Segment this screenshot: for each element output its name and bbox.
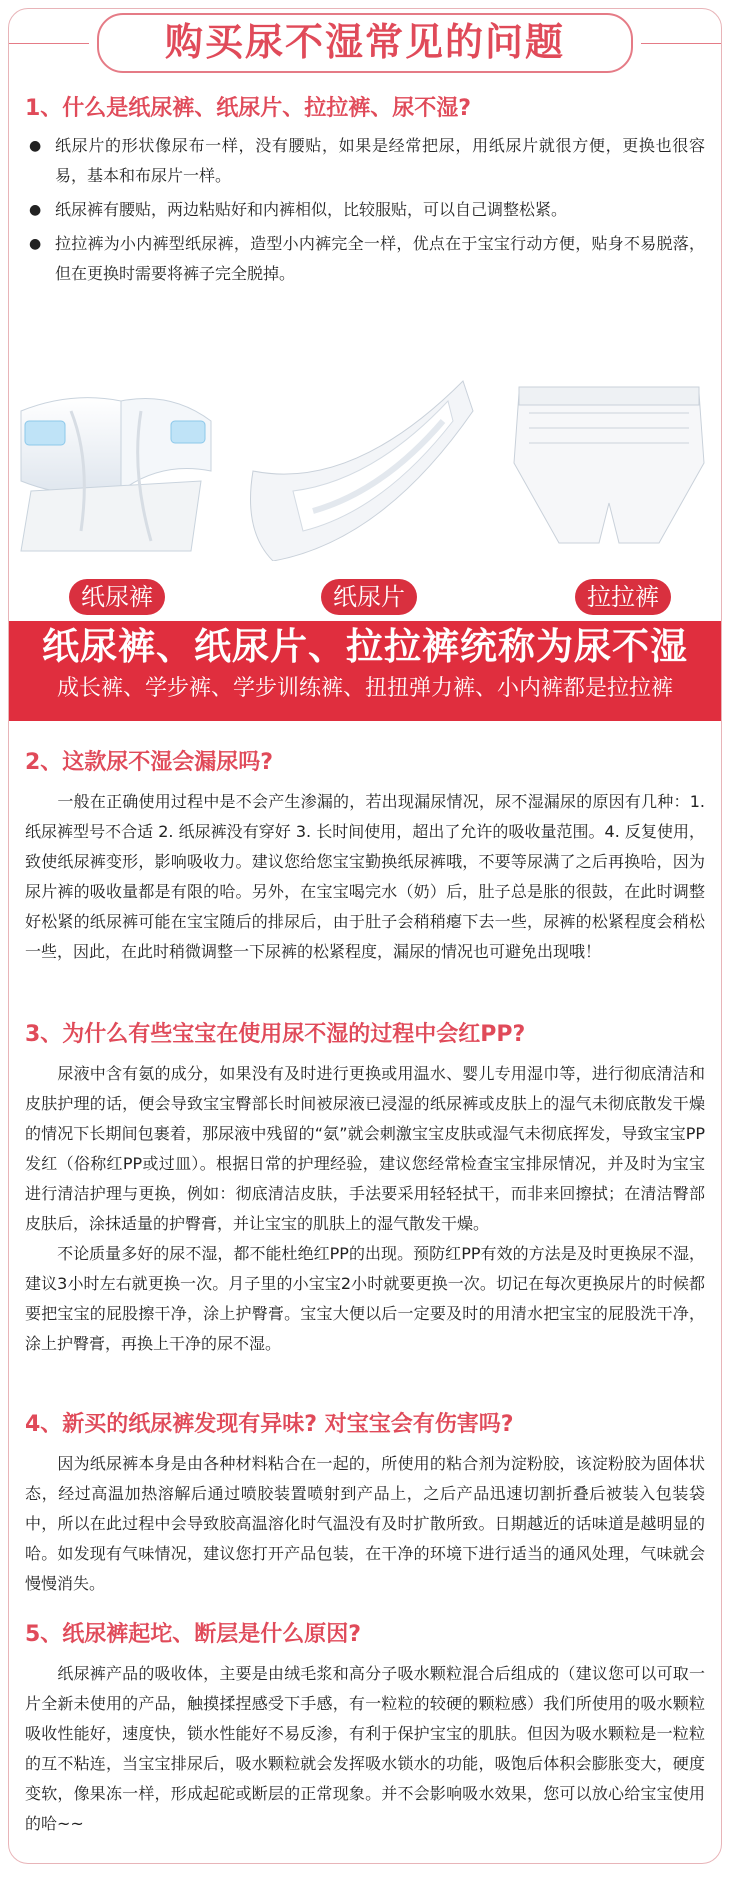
q2-body: 一般在正确使用过程中是不会产生渗漏的，若出现漏尿情况，尿不湿漏尿的原因有几种：1. 纸尿裤型号不合适 2. 纸尿裤没有穿好 3. 长时间使用，超出了允许的吸收量范围。4. 反复使用，致使纸尿裤变形，影响吸收力。建议您给您宝宝勤换纸尿裤哦，不要等尿满了之后再换哈，因为尿片裤的吸收量都是有限的哈。另外，在宝宝喝完水（奶）后，肚子总是胀的很鼓，在此时调整好松紧的纸尿裤可能在宝宝随后的排尿后，由于肚子会稍稍瘪下去一些，尿裤的松紧程度会稍松一些，因此，在此时稍微调整一下尿裤的松紧程度，漏尿的情况也可避免出现哦！	[25, 792, 705, 961]
diaper-pad-illustration	[233, 371, 483, 561]
section-q5	[25, 1619, 705, 1839]
q2-heading: 2、这款尿不湿会漏尿吗?	[25, 750, 274, 775]
title-divider-right	[641, 43, 721, 44]
bullet-dot-icon: ●	[29, 236, 42, 252]
page-title: 购买尿不湿常见的问题	[97, 13, 633, 73]
section-q4	[25, 1409, 705, 1599]
section-q1	[25, 93, 705, 289]
summary-banner	[9, 621, 721, 721]
section-q2	[25, 747, 705, 967]
q5-body: 纸尿裤产品的吸收体，主要是由绒毛浆和高分子吸水颗粒混合后组成的（建议您可以可取一片全新未使用的产品，触摸揉捏感受下手感，有一粒粒的较硬的颗粒感）我们所使用的吸水颗粒吸收性能好，速度快，锁水性能好不易反渗，有利于保护宝宝的肌肤。但因为吸水颗粒是一粒粒的互不粘连，当宝宝排尿后，吸水颗粒就会发挥吸水锁水的功能，吸饱后体积会膨胀变大，硬度变软，像果冻一样，形成起砣或断层的正常现象。并不会影响吸水效果，您可以放心给宝宝使用的哈~~	[25, 1664, 705, 1833]
tape-diaper-illustration	[11, 381, 221, 561]
q1-bullet	[25, 229, 705, 289]
q4-body: 因为纸尿裤本身是由各种材料粘合在一起的，所使用的粘合剂为淀粉胶，该淀粉胶为固体状态，经过高温加热溶解后通过喷胶装置喷射到产品上，之后产品迅速切割折叠后被装入包装袋中，所以在此过程中会导致胶高温溶化时气温没有及时扩散所致。日期越近的话味道是越明显的哈。如发现有气味情况，建议您打开产品包装，在干净的环境下进行适当的通风处理，气味就会慢慢消失。	[25, 1454, 705, 1593]
q3-heading: 3、为什么有些宝宝在使用尿不湿的过程中会红PP?	[25, 1022, 526, 1047]
q3-body-1: 尿液中含有氨的成分，如果没有及时进行更换或用温水、婴儿专用湿巾等，进行彻底清洁和皮肤护理的话，便会导致宝宝臀部长时间被尿液已浸湿的纸尿裤或皮肤上的湿气未彻底散发干燥的情况下长期间包裹着，那尿液中残留的“氨”就会刺激宝宝皮肤或湿气未彻底挥发，导致宝宝PP发红（俗称红PP或过皿）。根据日常的护理经验，建议您经常检查宝宝排尿情况，并及时为宝宝进行清洁护理与更换，例如：彻底清洁皮肤，手法要采用轻轻拭干，而非来回擦拭；在清洁臀部皮肤后，涂抹适量的护臀膏，并让宝宝的肌肤上的湿气散发干燥。	[25, 1064, 705, 1233]
q1-bullet-text: 纸尿裤有腰贴，两边粘贴好和内裤相似，比较服贴，可以自己调整松紧。	[55, 200, 568, 219]
q3-body-2: 不论质量多好的尿不湿，都不能杜绝红PP的出现。预防红PP有效的方法是及时更换尿不湿，建议3小时左右就更换一次。月子里的小宝宝2小时就要更换一次。切记在每次更换尿片的时候都要把宝宝的屁股擦干净，涂上护臀膏。宝宝大便以后一定要及时的用清水把宝宝的屁股洗干净，涂上护臀膏，再换上干净的尿不湿。	[25, 1244, 705, 1353]
q1-bullet	[25, 131, 705, 191]
q1-bullet-text: 拉拉裤为小内裤型纸尿裤，造型小内裤完全一样，优点在于宝宝行动方便，贴身不易脱落，但在更换时需要将裤子完全脱掉。	[55, 234, 705, 283]
banner-line-2: 成长裤、学步裤、学步训练裤、扭扭弹力裤、小内裤都是拉拉裤	[56, 676, 673, 701]
banner-line-1: 纸尿裤、纸尿片、拉拉裤统称为尿不湿	[42, 625, 688, 668]
q5-heading: 5、纸尿裤起坨、断层是什么原因?	[25, 1622, 362, 1647]
label-diaper-pad: 纸尿片	[321, 579, 417, 615]
q1-bullet-text: 纸尿片的形状像尿布一样，没有腰贴，如果是经常把尿，用纸尿片就很方便，更换也很容易，基本和布尿片一样。	[55, 136, 705, 185]
product-images	[9, 367, 721, 611]
q4-heading: 4、新买的纸尿裤发现有异味? 对宝宝会有伤害吗?	[25, 1412, 514, 1437]
section-q3	[25, 1019, 705, 1359]
bullet-dot-icon: ●	[29, 202, 42, 218]
q1-heading: 1、什么是纸尿裤、纸尿片、拉拉裤、尿不湿?	[25, 96, 472, 121]
title-divider-left	[9, 43, 89, 44]
faq-page	[8, 8, 722, 1864]
pull-up-pants-illustration	[509, 373, 709, 553]
label-tape-diaper: 纸尿裤	[69, 579, 165, 615]
q1-bullet	[25, 195, 705, 225]
bullet-dot-icon: ●	[29, 138, 42, 154]
title-bar	[9, 9, 721, 79]
label-pull-up: 拉拉裤	[575, 579, 671, 615]
